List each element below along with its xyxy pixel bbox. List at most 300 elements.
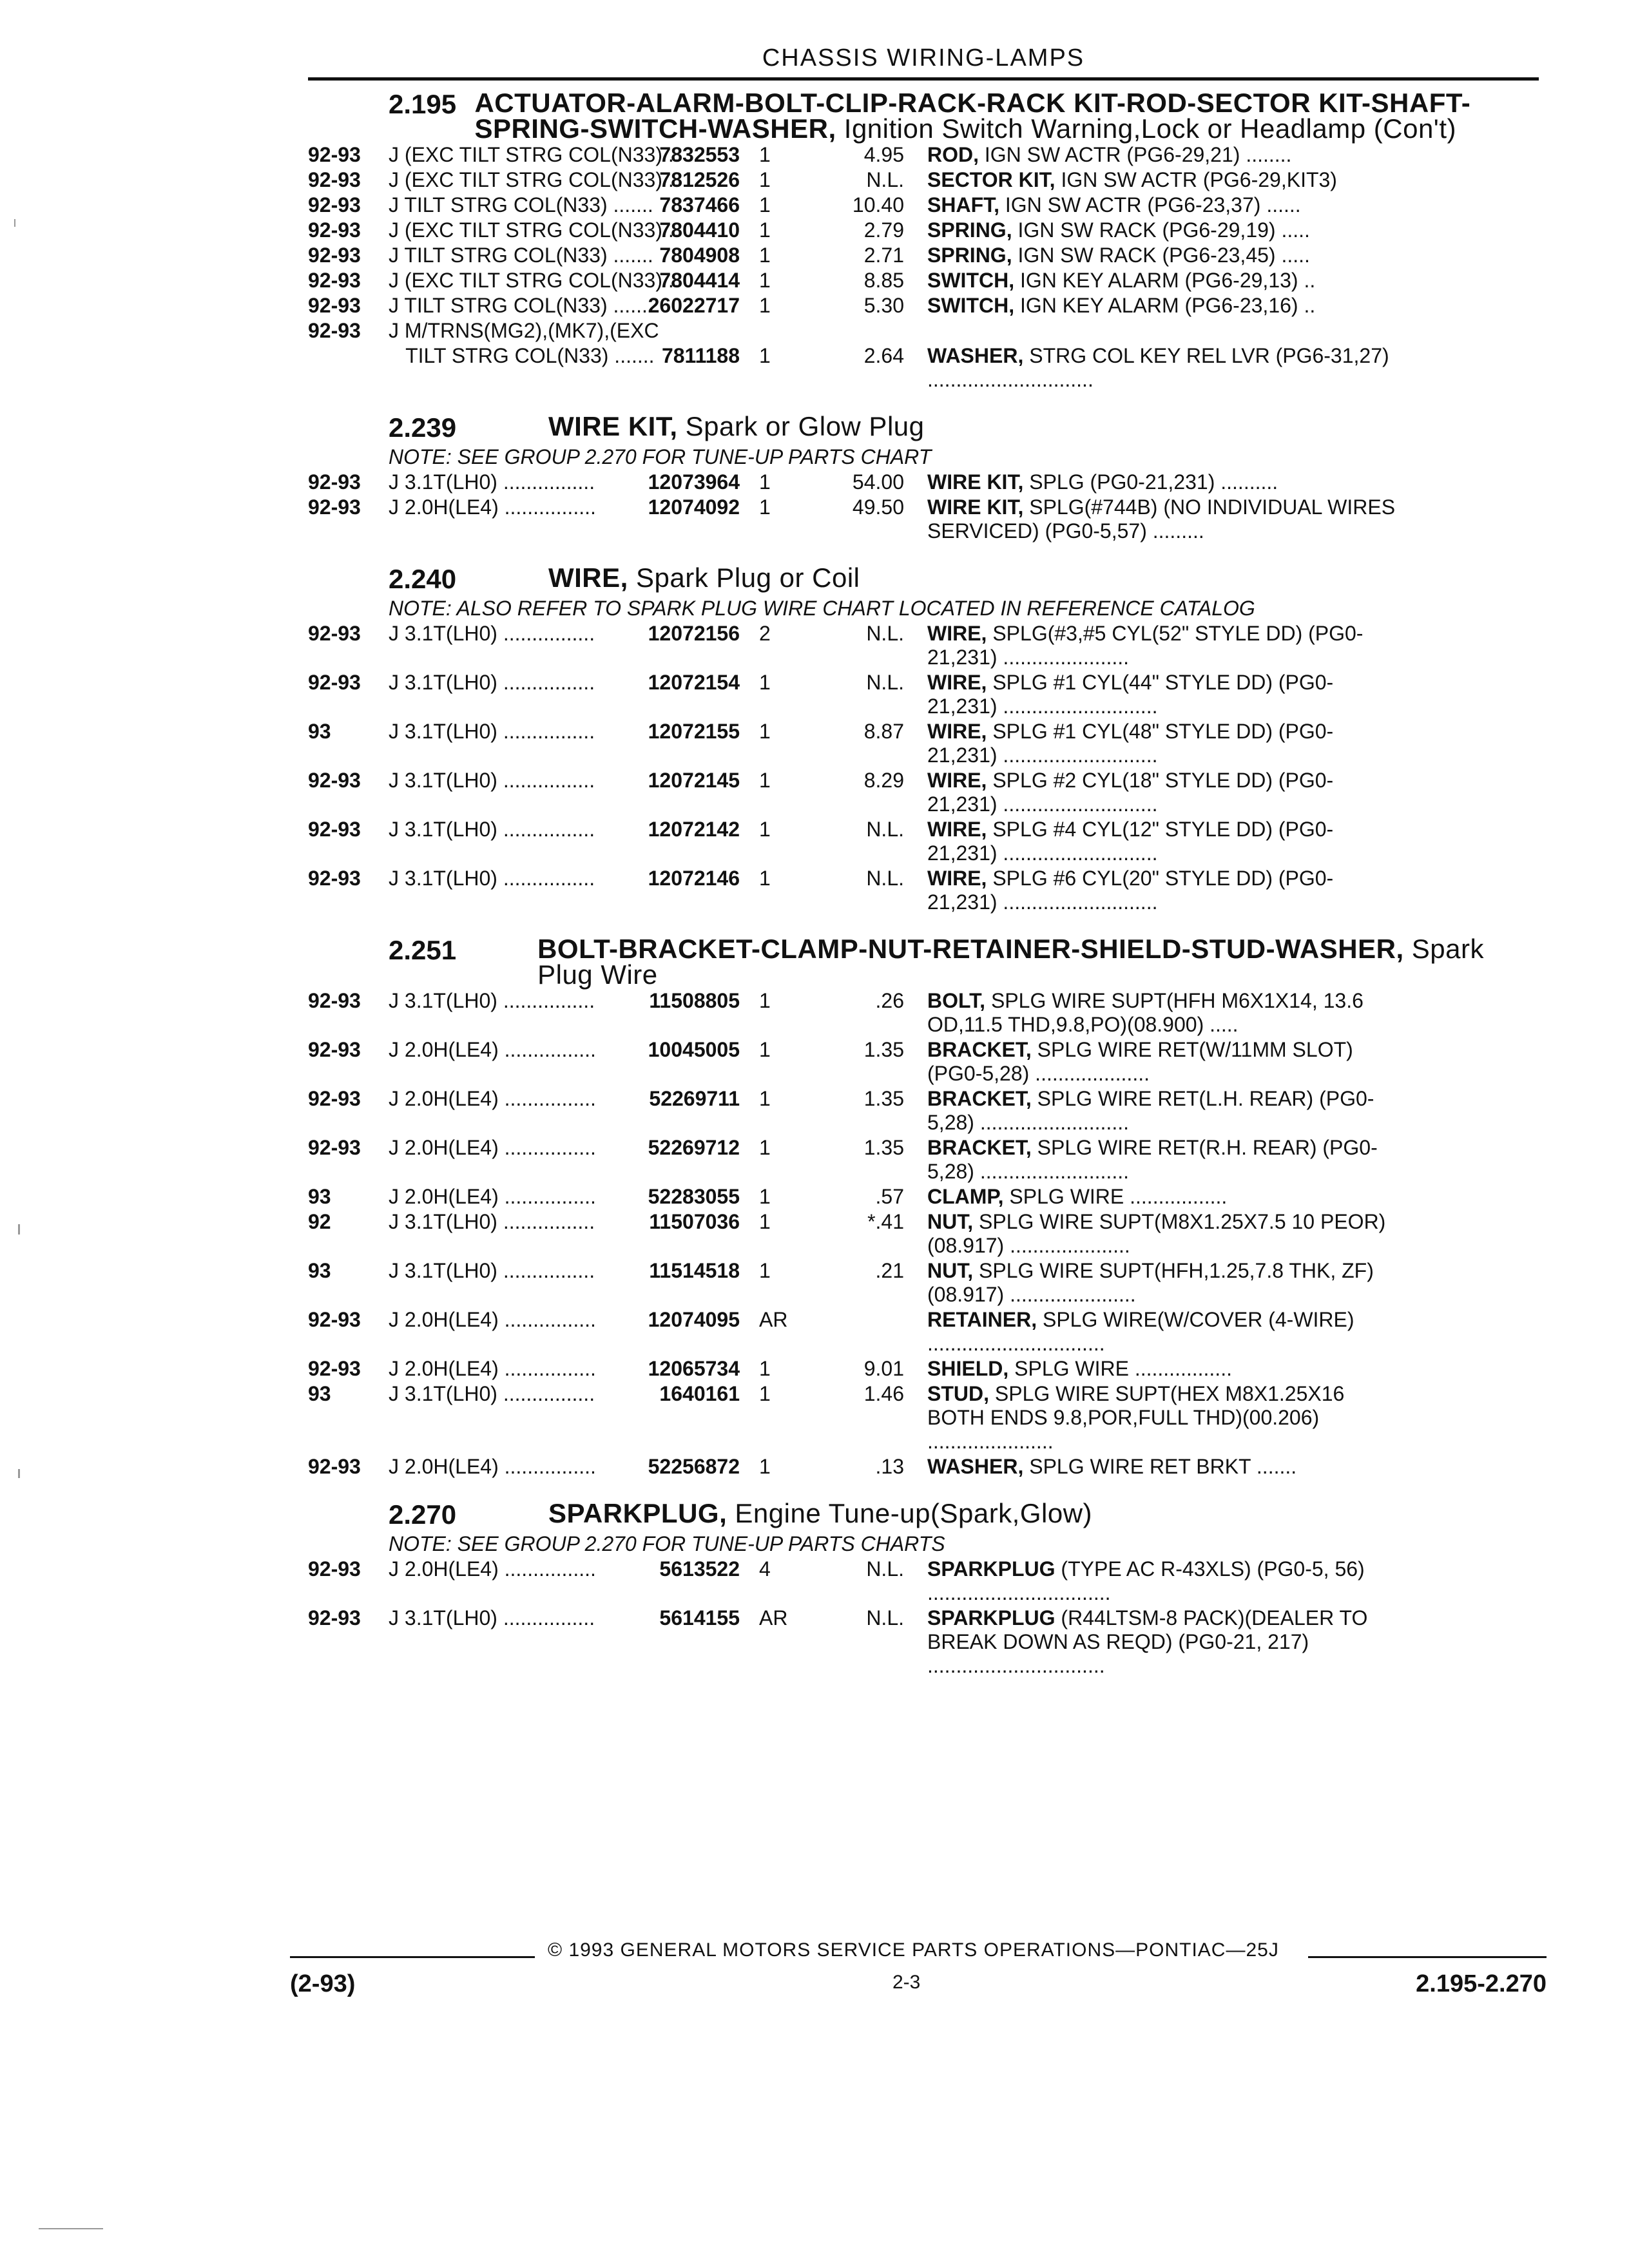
part-detail: IGN SW RACK (PG6-23,45) ..... xyxy=(1012,244,1310,267)
application: J TILT STRG COL(N33) ....... xyxy=(389,193,653,216)
application: J 3.1T(LH0) ................ xyxy=(389,867,595,890)
application: J (EXC TILT STRG COL(N33) .. xyxy=(389,168,680,191)
page-header xyxy=(308,39,1539,81)
part-description xyxy=(927,1185,1398,1209)
section-2-240 xyxy=(308,562,1539,914)
price: 54.00 xyxy=(852,470,904,494)
part-name: WIRE, xyxy=(927,720,987,743)
part-description xyxy=(927,1557,1398,1605)
price: 8.85 xyxy=(863,269,904,292)
part-number: 7804908 xyxy=(659,244,740,267)
section-2-239 xyxy=(308,411,1539,543)
model-year: 92-93 xyxy=(308,1357,361,1380)
section-2-251 xyxy=(308,936,1539,1479)
application: J 3.1T(LH0) ................ xyxy=(389,818,595,841)
quantity: 1 xyxy=(759,244,771,267)
quantity: 1 xyxy=(759,1382,771,1405)
part-detail: IGN SW ACTR (PG6-23,37) ...... xyxy=(999,193,1301,216)
section-number: 2.251 xyxy=(389,935,457,965)
part-detail: SPLG WIRE RET(W/11MM SLOT) (PG0-5,28) .................... xyxy=(927,1038,1353,1085)
part-detail: SPLG WIRE SUPT(M8X1.25X7.5 10 PEOR)(08.917) ..................... xyxy=(927,1210,1386,1257)
quantity: 1 xyxy=(759,1455,771,1478)
price: .57 xyxy=(875,1185,904,1208)
application: J 2.0H(LE4) ................ xyxy=(389,1087,596,1110)
part-detail: IGN SW RACK (PG6-29,19) ..... xyxy=(1012,218,1310,242)
part-number: 52256872 xyxy=(648,1455,740,1478)
section-title-rest: Spark or Glow Plug xyxy=(677,411,925,441)
application: J 2.0H(LE4) ................ xyxy=(389,1357,596,1380)
part-detail: SPLG WIRE ................. xyxy=(1003,1185,1228,1208)
part-description xyxy=(927,294,1398,318)
part-name: WASHER, xyxy=(927,1455,1024,1478)
application: J 3.1T(LH0) ................ xyxy=(389,470,595,494)
model-year: 92-93 xyxy=(308,319,361,342)
price: 9.01 xyxy=(863,1357,904,1380)
application: J 2.0H(LE4) ................ xyxy=(389,1185,596,1208)
model-year: 92-93 xyxy=(308,470,361,494)
model-year: 92-93 xyxy=(308,193,361,216)
part-detail: IGN SW ACTR (PG6-29,KIT3) xyxy=(1055,168,1337,191)
quantity: 1 xyxy=(759,1259,771,1282)
section-title-bold: BOLT-BRACKET-CLAMP-NUT-RETAINER-SHIELD-STUD-WASHER, xyxy=(537,934,1404,964)
model-year: 92-93 xyxy=(308,244,361,267)
part-row xyxy=(308,1606,1539,1678)
part-description xyxy=(927,1210,1398,1258)
section-title xyxy=(548,411,925,441)
part-row xyxy=(308,294,1539,318)
price: 4.95 xyxy=(863,143,904,166)
section-2-195 xyxy=(308,90,1539,392)
part-name: NUT, xyxy=(927,1210,974,1233)
part-detail: SPLG WIRE SUPT(HEX M8X1.25X16 BOTH ENDS 9.8,POR,FULL THD)(00.206) ...................... xyxy=(927,1382,1345,1453)
section-title xyxy=(537,936,1539,988)
part-row xyxy=(308,470,1539,494)
quantity: 1 xyxy=(759,294,771,317)
part-number: 12074092 xyxy=(648,495,740,519)
price: N.L. xyxy=(866,1606,904,1629)
model-year: 92-93 xyxy=(308,671,361,694)
price: N.L. xyxy=(866,818,904,841)
price: 1.46 xyxy=(863,1382,904,1405)
model-year: 92-93 xyxy=(308,1308,361,1331)
part-number: 12073964 xyxy=(648,470,740,494)
part-description xyxy=(927,193,1398,217)
quantity: 1 xyxy=(759,269,771,292)
price: .13 xyxy=(875,1455,904,1478)
scan-mark xyxy=(18,1469,20,1478)
price: N.L. xyxy=(866,168,904,191)
section-number: 2.240 xyxy=(389,564,457,594)
part-name: BOLT, xyxy=(927,989,986,1012)
part-row xyxy=(308,1557,1539,1605)
footer-rule-right xyxy=(1308,1956,1547,1958)
model-year: 92-93 xyxy=(308,143,361,166)
part-number: 12072156 xyxy=(648,622,740,645)
application: J 3.1T(LH0) ................ xyxy=(389,1606,595,1629)
model-year: 92-93 xyxy=(308,294,361,317)
part-detail: SPLG WIRE SUPT(HFH M6X1X14, 13.6 OD,11.5 THD,9.8,PO)(08.900) ..... xyxy=(927,989,1364,1036)
part-row xyxy=(308,671,1539,718)
part-detail: (TYPE AC R-43XLS) (PG0-5, 56) ................................ xyxy=(927,1557,1365,1604)
part-name: ROD, xyxy=(927,143,979,166)
application: J 2.0H(LE4) ................ xyxy=(389,1136,596,1159)
part-row xyxy=(308,989,1539,1037)
date-code: (2-93) xyxy=(290,1970,356,1997)
section-title-rest: Spark Plug Wire xyxy=(537,934,1485,990)
part-detail: (R44LTSM-8 PACK)(DEALER TO BREAK DOWN AS REQD) (PG0-21, 217) ............................... xyxy=(927,1606,1368,1677)
model-year: 92-93 xyxy=(308,495,361,519)
part-row xyxy=(308,218,1539,242)
price: 8.29 xyxy=(863,769,904,792)
part-number: 11507036 xyxy=(649,1210,740,1233)
part-row xyxy=(308,193,1539,217)
part-number: 5613522 xyxy=(659,1557,740,1581)
part-description xyxy=(927,769,1398,816)
part-description xyxy=(927,1259,1398,1307)
part-number: 7804414 xyxy=(659,269,740,292)
section-2-270 xyxy=(308,1498,1539,1678)
application: J M/TRNS(MG2),(MK7),(EXC xyxy=(389,319,659,342)
part-name: WASHER, xyxy=(927,344,1024,367)
section-number: 2.195 xyxy=(389,89,457,119)
part-number: 12072145 xyxy=(648,769,740,792)
part-description xyxy=(927,1308,1398,1356)
part-name: SPRING, xyxy=(927,244,1012,267)
part-row xyxy=(308,1136,1539,1184)
section-note: NOTE: SEE GROUP 2.270 FOR TUNE-UP PARTS CHARTS xyxy=(389,1532,945,1555)
part-detail: IGN KEY ALARM (PG6-29,13) .. xyxy=(1014,269,1316,292)
part-description xyxy=(927,671,1398,718)
part-row xyxy=(308,818,1539,865)
model-year: 92-93 xyxy=(308,1455,361,1478)
part-number: 7811188 xyxy=(661,344,740,367)
part-row xyxy=(308,319,1539,343)
part-row xyxy=(308,1185,1539,1209)
part-row xyxy=(308,1357,1539,1381)
part-name: WIRE, xyxy=(927,622,987,645)
part-name: SHAFT, xyxy=(927,193,999,216)
application: J 3.1T(LH0) ................ xyxy=(389,671,595,694)
model-year: 93 xyxy=(308,720,331,743)
part-name: BRACKET, xyxy=(927,1136,1032,1159)
quantity: AR xyxy=(759,1606,788,1629)
part-name: BRACKET, xyxy=(927,1087,1032,1110)
section-heading xyxy=(308,936,1539,988)
part-name: NUT, xyxy=(927,1259,974,1282)
application: J 2.0H(LE4) ................ xyxy=(389,1038,596,1061)
section-title-rest: Ignition Switch Warning,Lock or Headlamp (Con't) xyxy=(836,113,1456,144)
group-range: 2.195-2.270 xyxy=(1416,1970,1547,1997)
part-description xyxy=(927,1136,1398,1184)
parts-listing xyxy=(308,90,1539,1678)
quantity: 1 xyxy=(759,495,771,519)
part-detail: SPLG WIRE(W/COVER (4-WIRE) ............................... xyxy=(927,1308,1354,1355)
quantity: 1 xyxy=(759,867,771,890)
part-detail: SPLG #6 CYL(20" STYLE DD) (PG0-21,231) ........................... xyxy=(927,867,1334,914)
price: 2.64 xyxy=(863,344,904,367)
part-detail: SPLG #4 CYL(12" STYLE DD) (PG0-21,231) ........................... xyxy=(927,818,1334,865)
model-year: 92 xyxy=(308,1210,331,1233)
part-row xyxy=(308,720,1539,767)
part-description xyxy=(927,720,1398,767)
part-description xyxy=(927,344,1398,392)
section-heading xyxy=(308,411,1539,443)
part-name: SPRING, xyxy=(927,218,1012,242)
part-number: 7812526 xyxy=(659,168,740,191)
price: 2.79 xyxy=(863,218,904,242)
quantity: 1 xyxy=(759,1087,771,1110)
part-row xyxy=(308,1455,1539,1479)
part-name: WIRE, xyxy=(927,818,987,841)
part-detail: SPLG WIRE RET BRKT ....... xyxy=(1023,1455,1297,1478)
section-number: 2.239 xyxy=(389,412,457,443)
section-title-rest: Spark Plug or Coil xyxy=(628,562,860,593)
quantity: 1 xyxy=(759,769,771,792)
part-number: 7804410 xyxy=(659,218,740,242)
part-detail: SPLG WIRE ................. xyxy=(1008,1357,1232,1380)
model-year: 92-93 xyxy=(308,269,361,292)
model-year: 92-93 xyxy=(308,1557,361,1581)
part-number: 12072155 xyxy=(648,720,740,743)
quantity: AR xyxy=(759,1308,788,1331)
part-description xyxy=(927,1606,1398,1678)
application: J 2.0H(LE4) ................ xyxy=(389,1455,596,1478)
part-number: 52269711 xyxy=(649,1087,740,1110)
part-row xyxy=(308,622,1539,669)
section-title-rest: Engine Tune-up(Spark,Glow) xyxy=(727,1498,1093,1528)
model-year: 92-93 xyxy=(308,1136,361,1159)
part-name: WIRE KIT, xyxy=(927,495,1024,519)
model-year: 92-93 xyxy=(308,769,361,792)
part-row xyxy=(308,1382,1539,1454)
scan-mark xyxy=(14,219,15,227)
model-year: 92-93 xyxy=(308,989,361,1012)
part-name: SECTOR KIT, xyxy=(927,168,1055,191)
quantity: 1 xyxy=(759,989,771,1012)
part-detail: SPLG #2 CYL(18" STYLE DD) (PG0-21,231) ........................... xyxy=(927,769,1334,816)
section-title-bold: ACTUATOR-ALARM-BOLT-CLIP-RACK-RACK KIT-ROD-SECTOR KIT-SHAFT-SPRING-SWITCH-WASHER, xyxy=(474,88,1471,144)
part-row xyxy=(308,495,1539,543)
price: N.L. xyxy=(866,671,904,694)
model-year: 92-93 xyxy=(308,168,361,191)
application: J (EXC TILT STRG COL(N33) .. xyxy=(389,143,680,166)
application: J 3.1T(LH0) ................ xyxy=(389,1382,595,1405)
part-row xyxy=(308,344,1539,392)
part-description xyxy=(927,1038,1398,1086)
part-row xyxy=(308,1210,1539,1258)
part-row xyxy=(308,1087,1539,1135)
quantity: 1 xyxy=(759,671,771,694)
part-detail: IGN SW ACTR (PG6-29,21) ........ xyxy=(979,143,1292,166)
part-number: 1640161 xyxy=(659,1382,740,1405)
price: .26 xyxy=(875,989,904,1012)
part-description xyxy=(927,1087,1398,1135)
quantity: 1 xyxy=(759,818,771,841)
section-heading xyxy=(308,1498,1539,1530)
application: J 3.1T(LH0) ................ xyxy=(389,720,595,743)
quantity: 1 xyxy=(759,143,771,166)
quantity: 1 xyxy=(759,1038,771,1061)
application: J 2.0H(LE4) ................ xyxy=(389,1557,596,1581)
part-detail: SPLG(#744B) (NO INDIVIDUAL WIRES SERVICED) (PG0-5,57) ......... xyxy=(927,495,1396,543)
section-title-bold: WIRE KIT, xyxy=(548,411,678,441)
part-detail: SPLG(#3,#5 CYL(52" STYLE DD) (PG0-21,231) ...................... xyxy=(927,622,1364,669)
part-number: 7837466 xyxy=(659,193,740,216)
section-note: NOTE: ALSO REFER TO SPARK PLUG WIRE CHART LOCATED IN REFERENCE CATALOG xyxy=(389,597,1255,620)
application: J TILT STRG COL(N33) ....... xyxy=(389,294,653,317)
part-row xyxy=(308,769,1539,816)
application: J TILT STRG COL(N33) ....... xyxy=(389,244,653,267)
part-detail: SPLG #1 CYL(48" STYLE DD) (PG0-21,231) ........................... xyxy=(927,720,1334,767)
application: TILT STRG COL(N33) ....... xyxy=(389,344,655,367)
footer-rule-left xyxy=(290,1956,535,1958)
section-note: NOTE: SEE GROUP 2.270 FOR TUNE-UP PARTS CHART xyxy=(389,445,932,468)
price: 8.87 xyxy=(863,720,904,743)
part-name: SPARKPLUG xyxy=(927,1557,1055,1581)
part-detail: SPLG #1 CYL(44" STYLE DD) (PG0-21,231) ........................... xyxy=(927,671,1334,718)
price: .21 xyxy=(875,1259,904,1282)
price: 1.35 xyxy=(863,1038,904,1061)
part-number: 10045005 xyxy=(648,1038,740,1061)
price: N.L. xyxy=(866,1557,904,1581)
part-detail: SPLG WIRE RET(R.H. REAR) (PG0-5,28) .......................... xyxy=(927,1136,1378,1183)
part-number: 12072154 xyxy=(648,671,740,694)
quantity: 1 xyxy=(759,1357,771,1380)
copyright-line: © 1993 GENERAL MOTORS SERVICE PARTS OPERATIONS—PONTIAC—25J xyxy=(548,1939,1279,1961)
part-name: WIRE, xyxy=(927,867,987,890)
part-number: 52269712 xyxy=(648,1136,740,1159)
price: 49.50 xyxy=(852,495,904,519)
part-number: 5614155 xyxy=(659,1606,740,1629)
application: J (EXC TILT STRG COL(N33) .. xyxy=(389,269,680,292)
section-title xyxy=(474,90,1539,142)
application: J 3.1T(LH0) ................ xyxy=(389,769,595,792)
part-name: SHIELD, xyxy=(927,1357,1009,1380)
model-year: 93 xyxy=(308,1185,331,1208)
application: J (EXC TILT STRG COL(N33) .. xyxy=(389,218,680,242)
section-title xyxy=(548,1498,1093,1528)
application: J 3.1T(LH0) ................ xyxy=(389,1259,595,1282)
part-detail: SPLG WIRE RET(L.H. REAR) (PG0-5,28) .......................... xyxy=(927,1087,1374,1134)
part-row xyxy=(308,1038,1539,1086)
price: *.41 xyxy=(867,1210,904,1233)
part-number: 11508805 xyxy=(649,989,740,1012)
scan-mark xyxy=(39,2228,103,2229)
part-description xyxy=(927,1455,1398,1479)
part-description xyxy=(927,1357,1398,1381)
model-year: 92-93 xyxy=(308,818,361,841)
part-name: WIRE, xyxy=(927,769,987,792)
part-row xyxy=(308,168,1539,192)
part-row xyxy=(308,143,1539,167)
part-description xyxy=(927,143,1398,167)
model-year: 92-93 xyxy=(308,867,361,890)
part-name: SWITCH, xyxy=(927,294,1015,317)
section-title xyxy=(548,562,860,593)
part-description xyxy=(927,1382,1398,1454)
application: J 3.1T(LH0) ................ xyxy=(389,989,595,1012)
part-number: 26022717 xyxy=(648,294,740,317)
part-name: STUD, xyxy=(927,1382,989,1405)
model-year: 92-93 xyxy=(308,622,361,645)
part-description xyxy=(927,269,1398,293)
part-number: 12072142 xyxy=(648,818,740,841)
page-number: 2-3 xyxy=(892,1972,921,1993)
part-number: 12074095 xyxy=(648,1308,740,1331)
part-name: SWITCH, xyxy=(927,269,1015,292)
part-description xyxy=(927,818,1398,865)
quantity: 1 xyxy=(759,1136,771,1159)
part-description xyxy=(927,218,1398,242)
part-row xyxy=(308,244,1539,267)
part-description xyxy=(927,470,1398,494)
price: 1.35 xyxy=(863,1087,904,1110)
part-description xyxy=(927,867,1398,914)
part-name: RETAINER, xyxy=(927,1308,1037,1331)
price: 2.71 xyxy=(863,244,904,267)
part-number: 12072146 xyxy=(648,867,740,890)
price: 5.30 xyxy=(863,294,904,317)
quantity: 4 xyxy=(759,1557,771,1581)
quantity: 1 xyxy=(759,193,771,216)
section-heading xyxy=(308,90,1539,142)
section-number: 2.270 xyxy=(389,1499,457,1530)
part-detail: SPLG WIRE SUPT(HFH,1.25,7.8 THK, ZF)(08.917) ...................... xyxy=(927,1259,1374,1306)
part-detail: SPLG (PG0-21,231) .......... xyxy=(1023,470,1278,494)
model-year: 92-93 xyxy=(308,218,361,242)
quantity: 1 xyxy=(759,218,771,242)
quantity: 1 xyxy=(759,344,771,367)
quantity: 2 xyxy=(759,622,771,645)
part-row xyxy=(308,1308,1539,1356)
quantity: 1 xyxy=(759,470,771,494)
price: N.L. xyxy=(866,867,904,890)
model-year: 92-93 xyxy=(308,1606,361,1629)
part-number: 7832553 xyxy=(659,143,740,166)
application: J 3.1T(LH0) ................ xyxy=(389,622,595,645)
scan-mark xyxy=(18,1224,20,1235)
part-row xyxy=(308,867,1539,914)
model-year: 92-93 xyxy=(308,1087,361,1110)
part-detail: IGN KEY ALARM (PG6-23,16) .. xyxy=(1014,294,1316,317)
model-year: 92-93 xyxy=(308,1038,361,1061)
part-detail: STRG COL KEY REL LVR (PG6-31,27) ............................. xyxy=(927,344,1389,391)
quantity: 1 xyxy=(759,1185,771,1208)
quantity: 1 xyxy=(759,168,771,191)
part-description xyxy=(927,622,1398,669)
part-name: WIRE KIT, xyxy=(927,470,1024,494)
part-name: WIRE, xyxy=(927,671,987,694)
application: J 3.1T(LH0) ................ xyxy=(389,1210,595,1233)
part-description xyxy=(927,168,1398,192)
page-title: CHASSIS WIRING-LAMPS xyxy=(762,44,1085,72)
section-title-bold: WIRE, xyxy=(548,562,628,593)
price: 10.40 xyxy=(852,193,904,216)
part-row xyxy=(308,1259,1539,1307)
quantity: 1 xyxy=(759,1210,771,1233)
part-row xyxy=(308,269,1539,293)
part-name: SPARKPLUG xyxy=(927,1606,1055,1629)
model-year: 93 xyxy=(308,1382,331,1405)
part-number: 12065734 xyxy=(648,1357,740,1380)
model-year: 93 xyxy=(308,1259,331,1282)
part-description xyxy=(927,244,1398,267)
part-name: CLAMP, xyxy=(927,1185,1004,1208)
price: N.L. xyxy=(866,622,904,645)
part-number: 52283055 xyxy=(648,1185,740,1208)
price: 1.35 xyxy=(863,1136,904,1159)
application: J 2.0H(LE4) ................ xyxy=(389,1308,596,1331)
